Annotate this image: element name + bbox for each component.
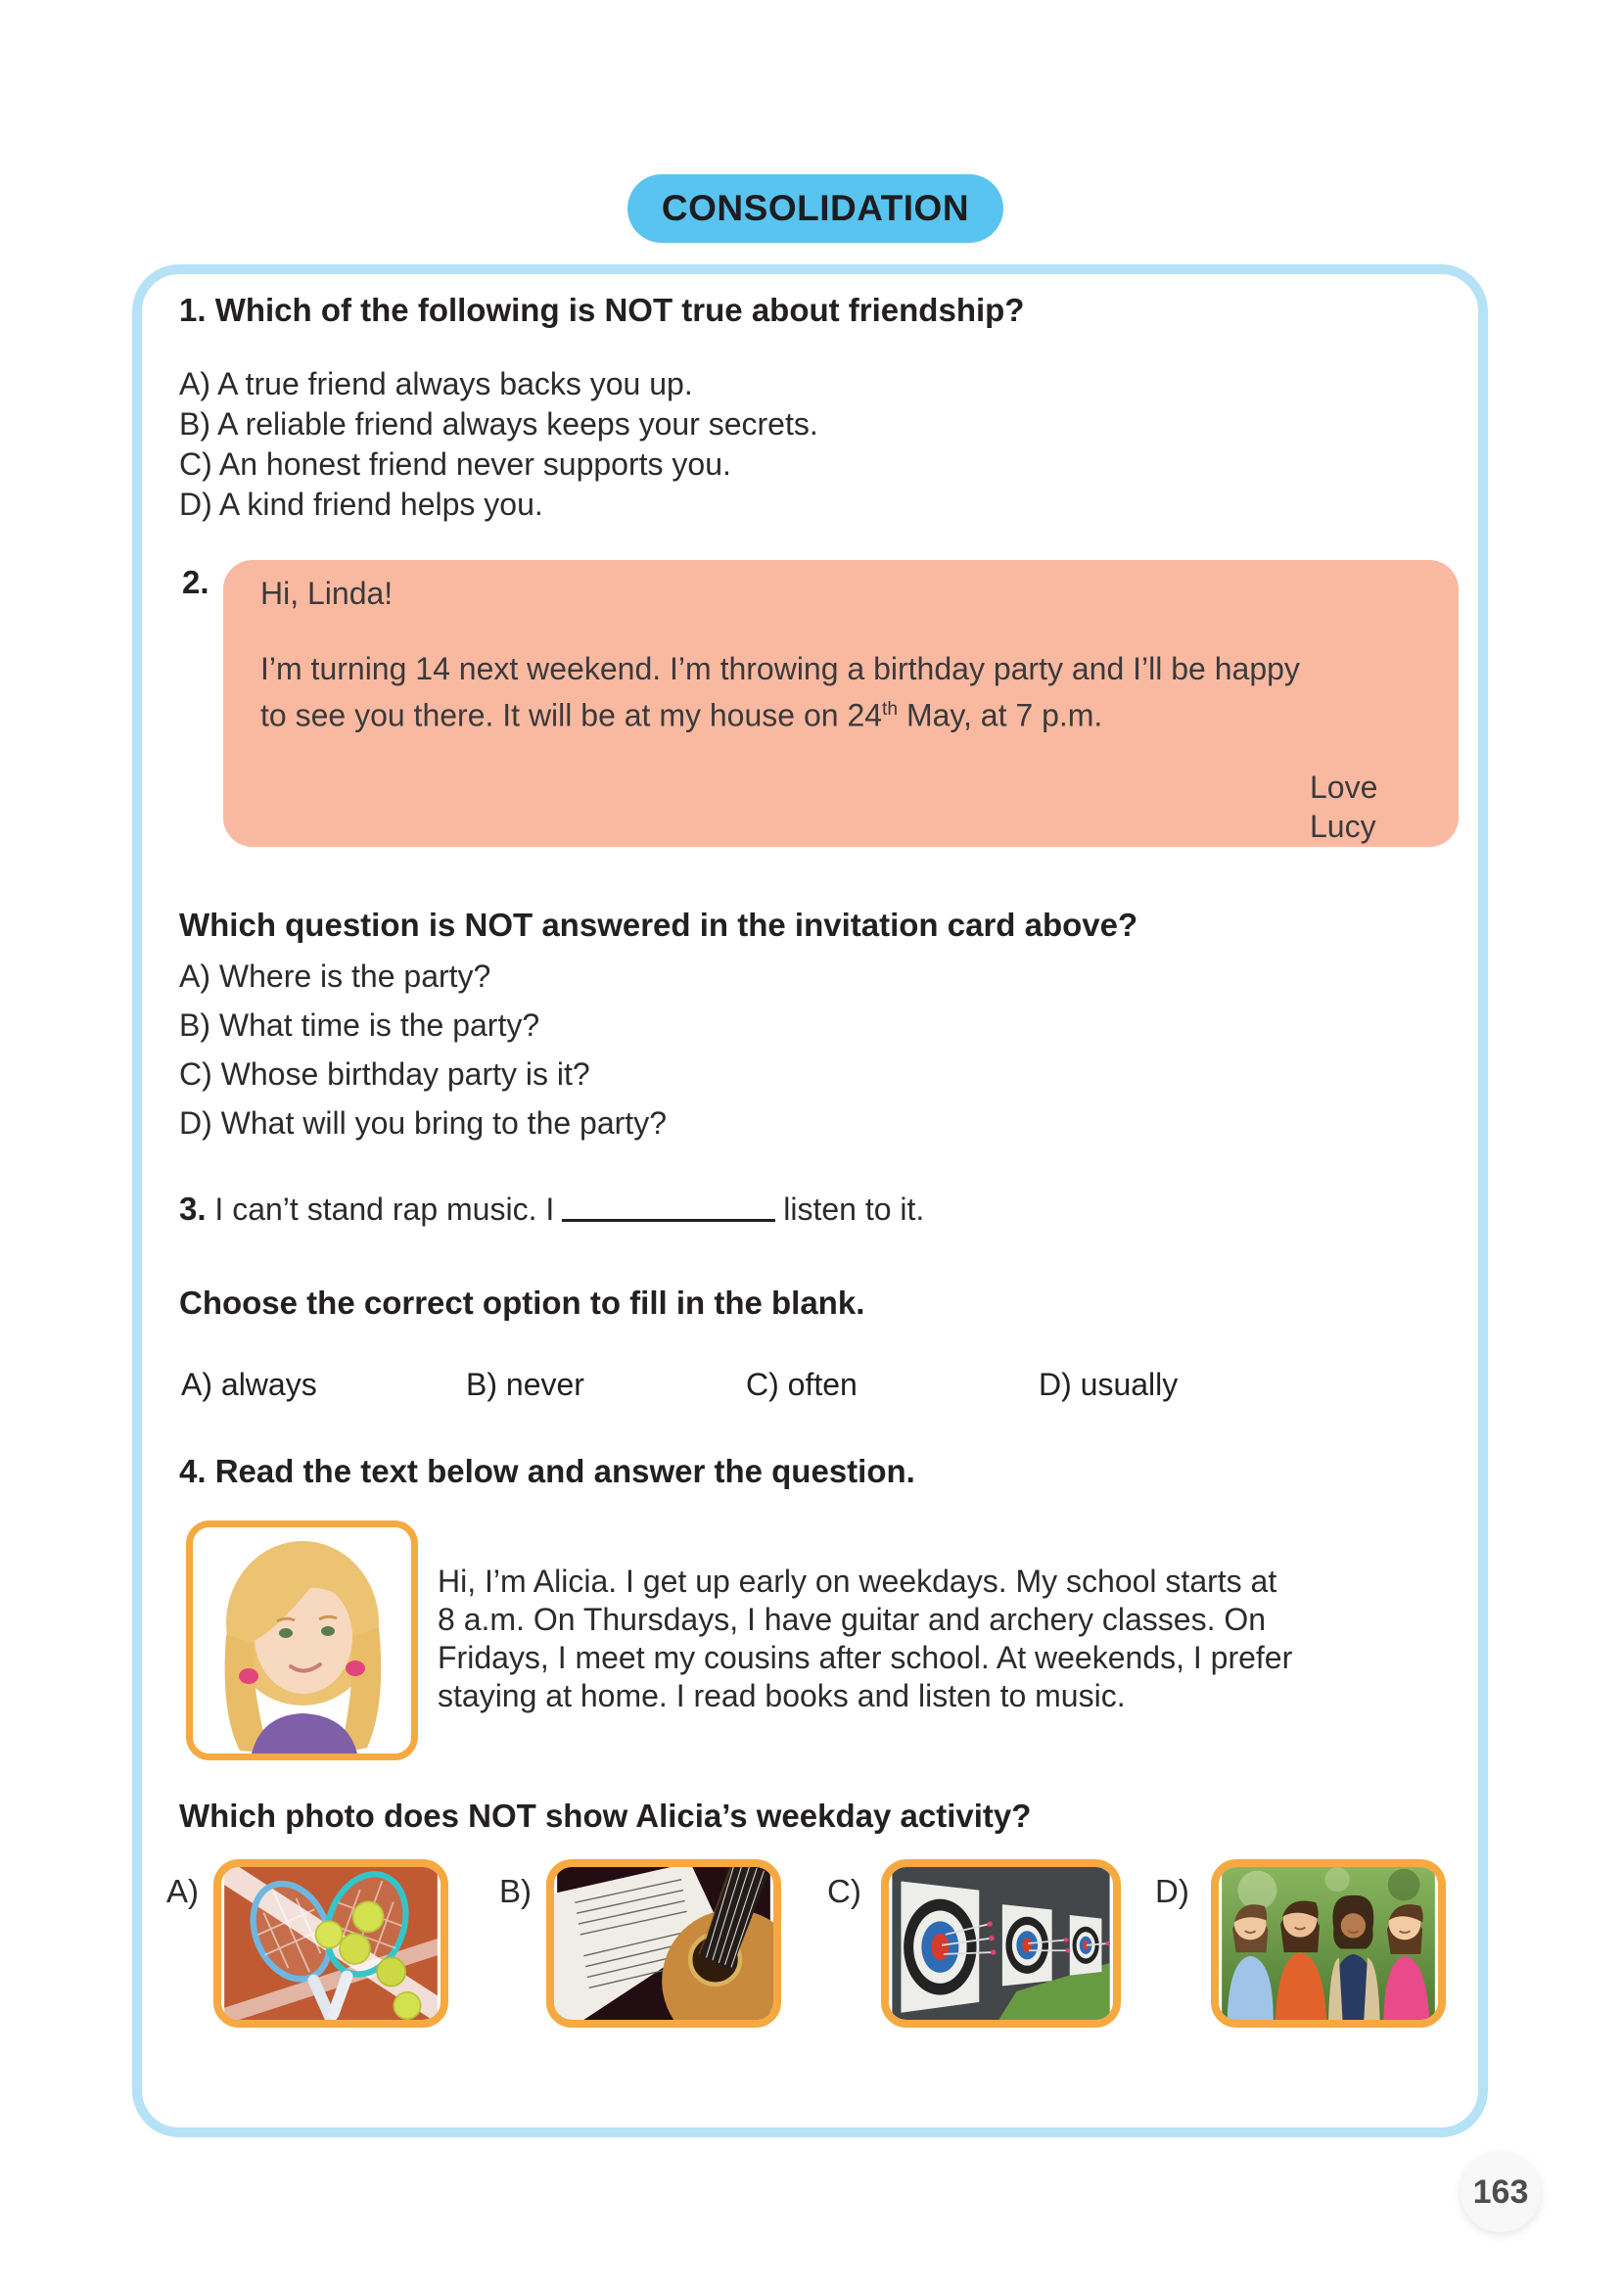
card-line2-before: to see you there. It will be at my house on 24 (260, 697, 883, 733)
option-item: B) What time is the party? (179, 1007, 540, 1043)
option-item: C) An honest friend never supports you. (179, 446, 731, 482)
card-signoff (1310, 768, 1377, 846)
photo-option-c-archery (881, 1859, 1121, 2028)
section-title-pill (627, 174, 1003, 243)
page-number-badge (1461, 2152, 1541, 2232)
photo-option-d-friends (1211, 1859, 1446, 2028)
guitar-illustration (554, 1867, 773, 2020)
option-item: A) Where is the party? (179, 958, 491, 994)
tennis-illustration (221, 1867, 441, 2020)
photo-label-b: B) (499, 1873, 532, 1909)
question-3-sentence (179, 1191, 924, 1228)
section-title: CONSOLIDATION (661, 188, 970, 228)
photo-option-a-tennis (213, 1859, 448, 2028)
question-2-number: 2. (182, 564, 209, 600)
option-item: D) A kind friend helps you. (179, 487, 543, 522)
ordinal-sup: th (882, 699, 899, 720)
option-item: B) never (466, 1367, 584, 1402)
question-2-heading: Which question is NOT answered in the invitation card above? (179, 907, 1138, 943)
option-item: C) Whose birthday party is it? (179, 1056, 590, 1092)
alicia-line: 8 a.m. On Thursdays, I have guitar and archery classes. On (438, 1602, 1267, 1637)
invitation-card (223, 560, 1459, 847)
option-item: A) A true friend always backs you up. (179, 366, 693, 401)
archery-targets-illustration (889, 1867, 1113, 2020)
question-1-heading: 1. Which of the following is NOT true about friendship? (179, 292, 1025, 328)
photo-label-d: D) (1155, 1873, 1189, 1909)
girl-portrait-illustration (193, 1527, 411, 1753)
card-line2-after: May, at 7 p.m. (898, 697, 1103, 733)
option-item: C) often (746, 1367, 858, 1402)
photo-label-c: C) (827, 1873, 861, 1909)
option-item: B) A reliable friend always keeps your secrets. (179, 406, 818, 442)
alicia-portrait-photo (186, 1520, 418, 1760)
question-1-options (179, 364, 818, 525)
card-greeting: Hi, Linda! (260, 576, 394, 611)
alicia-line: Hi, I’m Alicia. I get up early on weekdays. My school starts at (438, 1564, 1277, 1599)
question-3-after: listen to it. (783, 1192, 925, 1227)
alicia-line: Fridays, I meet my cousins after school. At weekends, I prefer (438, 1640, 1293, 1675)
question-4-question: Which photo does NOT show Alicia’s weekday activity? (179, 1798, 1032, 1834)
page-number: 163 (1472, 2173, 1529, 2211)
question-4-heading: 4. Read the text below and answer the question. (179, 1453, 915, 1489)
question-2-options (179, 952, 667, 1147)
question-3-instruction: Choose the correct option to fill in the blank. (179, 1285, 865, 1321)
photo-label-a: A) (166, 1873, 199, 1909)
photo-option-b-guitar (546, 1859, 781, 2028)
signoff-love: Love (1310, 770, 1378, 805)
option-item: D) usually (1039, 1367, 1179, 1402)
alicia-line: staying at home. I read books and listen to music. (438, 1678, 1126, 1713)
friends-illustration (1219, 1867, 1438, 2020)
fill-in-blank (562, 1219, 775, 1222)
question-3-before: I can’t stand rap music. I (214, 1192, 555, 1227)
card-paragraph (260, 648, 1425, 736)
question-3-number: 3. (179, 1191, 207, 1227)
option-item: A) always (181, 1367, 317, 1402)
option-item: D) What will you bring to the party? (179, 1105, 667, 1141)
signoff-lucy: Lucy (1310, 809, 1376, 844)
alicia-text (438, 1563, 1292, 1715)
card-line1: I’m turning 14 next weekend. I’m throwing a birthday party and I’ll be happy (260, 651, 1300, 686)
